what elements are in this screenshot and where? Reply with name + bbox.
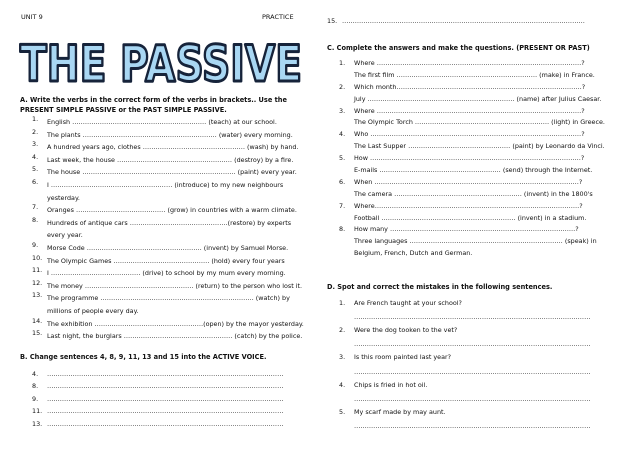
answer-line[interactable] (339, 236, 605, 248)
answer-dots: ………………………………………………………………………………………………… (47, 394, 284, 403)
item-number: 5. (339, 407, 346, 416)
item-number: 5. (339, 154, 346, 163)
item-number: 12. (32, 278, 43, 287)
item-text[interactable]: I ………………………………………………… (introduce) to my new neighbours (47, 180, 284, 189)
item-number: 14. (32, 316, 43, 325)
item-text[interactable]: The Olympic Games ……………………………………… (hold) every four years (47, 256, 285, 265)
item-continuation: every year. (47, 231, 83, 240)
answer-line[interactable] (32, 393, 283, 405)
unit-label: UNIT 9 (21, 13, 43, 21)
answer-line[interactable] (32, 418, 283, 430)
item-number: 13. (32, 291, 43, 300)
page-title-text: THE PASSIVE (20, 35, 302, 90)
question-line[interactable] (339, 82, 605, 94)
item-text[interactable]: The exhibition ……………………………………………(open) by the mayor yesterday. (47, 319, 304, 328)
item-text[interactable]: I …………………………………… (drive) to school by my mum every morning. (47, 269, 286, 278)
item-number: 2. (32, 127, 39, 136)
list-item (32, 217, 304, 242)
list-item (32, 129, 304, 142)
answer-line[interactable] (339, 189, 605, 201)
answer-line[interactable] (339, 365, 590, 379)
section-d-list (339, 297, 590, 433)
list-item (32, 242, 304, 255)
item-text[interactable]: Last night, the burglars …………………………………………… (catch) by the police. (47, 332, 303, 341)
list-item (32, 318, 304, 331)
sentence-text: Are French taught at your school? (354, 299, 462, 307)
question-line[interactable] (339, 58, 605, 70)
item-text[interactable]: Hundreds of antique cars ……………………………………….(restore) by experts (47, 218, 292, 227)
list-item (32, 154, 304, 167)
answer-line[interactable] (339, 165, 605, 177)
item-continuation: millions of people every day. (47, 306, 139, 315)
answer-text: The Olympic Torch ……………………………………………………… (light) in Greece. (354, 118, 605, 127)
sentence-line (339, 379, 590, 392)
answer-line[interactable] (32, 405, 283, 417)
item-number: 3. (32, 140, 39, 149)
question-text: Where ……………………………………………………………………………………? (354, 59, 585, 67)
section-a-title: A. Write the verbs in the correct form of the verbs in brackets.. Use the PRESENT SIMPLE PASSIVE or the PAST SIMPLE PASSIVE. (20, 96, 287, 114)
item-text[interactable]: Last week, the house ……………………………………………… (destroy) by a fire. (47, 155, 294, 164)
list-item (32, 280, 304, 293)
sentence-line (339, 406, 590, 419)
question-text: Where ……………………………………………………………………………………? (354, 106, 585, 115)
answer-dots: ………………………………………………………………………………………………… (354, 367, 591, 376)
item-text[interactable]: The programme ……………………………………………………………… (watch) by (47, 294, 290, 303)
item-number: 1. (32, 115, 39, 123)
answer-dots: ………………………………………………………………………………………………… (354, 394, 591, 403)
item-text[interactable]: The plants ……………………………………………………… (water) every morning. (47, 130, 293, 139)
question-text: How ………………………………………………………………………………………? (354, 154, 585, 163)
question-text: Where……………………………………………………………………………………? (354, 201, 583, 210)
question-line[interactable] (339, 224, 605, 236)
item-number: 6. (32, 177, 39, 186)
section-c-title: C. Complete the answers and make the questions. (PRESENT OR PAST) (327, 44, 590, 52)
question-text: Who ………………………………………………………………………………………? (354, 130, 585, 139)
answer-line-15[interactable]: 15. …………………………………………………………………………………………………… (327, 17, 585, 25)
list-item (32, 166, 304, 179)
item-number: 4. (32, 152, 39, 161)
answer-dots: ………………………………………………………………………………………………… (47, 407, 284, 416)
answer-text: Three languages ……………………………………………………………… (speak) in (354, 237, 597, 246)
item-number: 10. (32, 253, 43, 262)
answer-dots: ………………………………………………………………………………………………… (354, 421, 591, 430)
question-line[interactable] (339, 177, 605, 189)
list-item (32, 179, 304, 204)
answer-line[interactable] (339, 70, 605, 82)
question-line[interactable] (339, 106, 605, 118)
section-c-list (339, 58, 605, 260)
question-text: Which month……………………………………………………………………………? (354, 82, 586, 91)
answer-text: July …………………………………………………………… (name) after Julius Caesar. (354, 94, 602, 103)
item-number: 8. (32, 215, 39, 224)
answer-text: E-mails ………………………………………………… (send) through the Internet. (354, 166, 593, 175)
answer-line[interactable] (339, 213, 605, 225)
answer-line[interactable] (32, 368, 283, 380)
item-number: 15. (32, 329, 43, 338)
list-item (32, 255, 304, 268)
item-text[interactable]: English ……………………………………………………… (teach) at our school. (47, 118, 277, 126)
answer-line[interactable] (339, 141, 605, 153)
answer-text: The first film ………………………………………………………… (make) in France. (354, 70, 595, 79)
sentence-line (339, 324, 590, 337)
item-number: 4. (339, 130, 346, 139)
answer-continuation (339, 248, 605, 260)
sentence-text: Is this room painted last year? (354, 353, 452, 362)
item-number: 2. (339, 326, 346, 335)
question-line[interactable] (339, 129, 605, 141)
question-line[interactable] (339, 201, 605, 213)
question-text: When ……………………………………………………………………………………? (354, 177, 583, 186)
item-number: 11. (32, 266, 43, 275)
answer-line[interactable] (339, 117, 605, 129)
question-line[interactable] (339, 153, 605, 165)
answer-dots: ………………………………………………………………………………………………… (47, 382, 284, 391)
answer-line[interactable] (339, 337, 590, 351)
item-number: 3. (339, 106, 346, 115)
item-number: 9. (32, 240, 39, 249)
item-number: 5. (32, 165, 39, 174)
answer-dots: ………………………………………………………………………………………………… (47, 419, 284, 428)
answer-dots: ………………………………………………………………………………………………… (354, 313, 591, 322)
sentence-text: My scarf made by may aunt. (354, 407, 446, 416)
section-b-title: B. Change sentences 4, 8, 9, 11, 13 and 15 into the ACTIVE VOICE. (20, 353, 267, 361)
list-item (32, 204, 304, 217)
item-text[interactable]: The money …………………………………………… (return) to the person who lost it. (47, 281, 303, 290)
answer-line[interactable] (339, 419, 590, 433)
item-continuation: yesterday. (47, 193, 80, 202)
sentence-line (339, 351, 590, 364)
item-number: 13. (32, 419, 43, 428)
item-number: 8. (339, 225, 346, 234)
list-item (32, 267, 304, 280)
section-b-list (32, 368, 283, 430)
list-item (32, 141, 304, 154)
item-text[interactable]: Oranges …………………………………… (grow) in countries with a warm climate. (47, 206, 297, 215)
answer-text: Belgium, French, Dutch and German. (354, 249, 473, 258)
item-number: 1. (339, 299, 346, 307)
answer-text: The Last Supper ………………………………………… (paint) by Leonardo da Vinci. (354, 142, 605, 151)
section-d-title: D. Spot and correct the mistakes in the following sentences. (327, 283, 553, 291)
item-text[interactable]: Morse Code ……………………………………………… (invent) by Samuel Morse. (47, 243, 289, 252)
item-number: 9. (32, 394, 39, 403)
item-number: 3. (339, 353, 346, 362)
page-title (18, 32, 304, 90)
item-number: 11. (32, 407, 43, 416)
sentence-text: Chips is fried in hot oil. (354, 380, 428, 389)
answer-dots: ………………………………………………………………………………………………… (47, 370, 284, 378)
answer-text: The camera …………………………………………………… (invent) in the 1800's (354, 189, 593, 198)
answer-line[interactable] (339, 392, 590, 406)
item-number: 7. (32, 203, 39, 212)
sentence-line (339, 297, 590, 310)
question-text: How many ……………………………………………………………………………? (354, 225, 579, 234)
list-item (32, 292, 304, 317)
list-item (32, 330, 304, 343)
answer-text: Football ……………………………………………………… (invent) in a stadium. (354, 213, 587, 222)
answer-line[interactable] (32, 380, 283, 392)
answer-dots: ………………………………………………………………………………………………… (354, 340, 591, 349)
item-number: 6. (339, 177, 346, 186)
item-number: 1. (339, 59, 346, 67)
answer-line[interactable] (339, 94, 605, 106)
practice-label: PRACTICE (262, 13, 294, 21)
item-number: 4. (32, 370, 39, 378)
list-item (32, 116, 304, 129)
item-number: 2. (339, 82, 346, 91)
item-text[interactable]: The house ……………………………………………………………… (paint) every year. (47, 168, 297, 177)
item-number: 4. (339, 380, 346, 389)
answer-line[interactable] (339, 310, 590, 324)
item-number: 8. (32, 382, 39, 391)
sentence-text: Were the dog tooken to the vet? (354, 326, 458, 335)
item-number: 7. (339, 201, 346, 210)
item-text[interactable]: A hundred years ago, clothes ………………………………………… (wash) by hand. (47, 143, 299, 152)
section-a-list (32, 116, 304, 343)
